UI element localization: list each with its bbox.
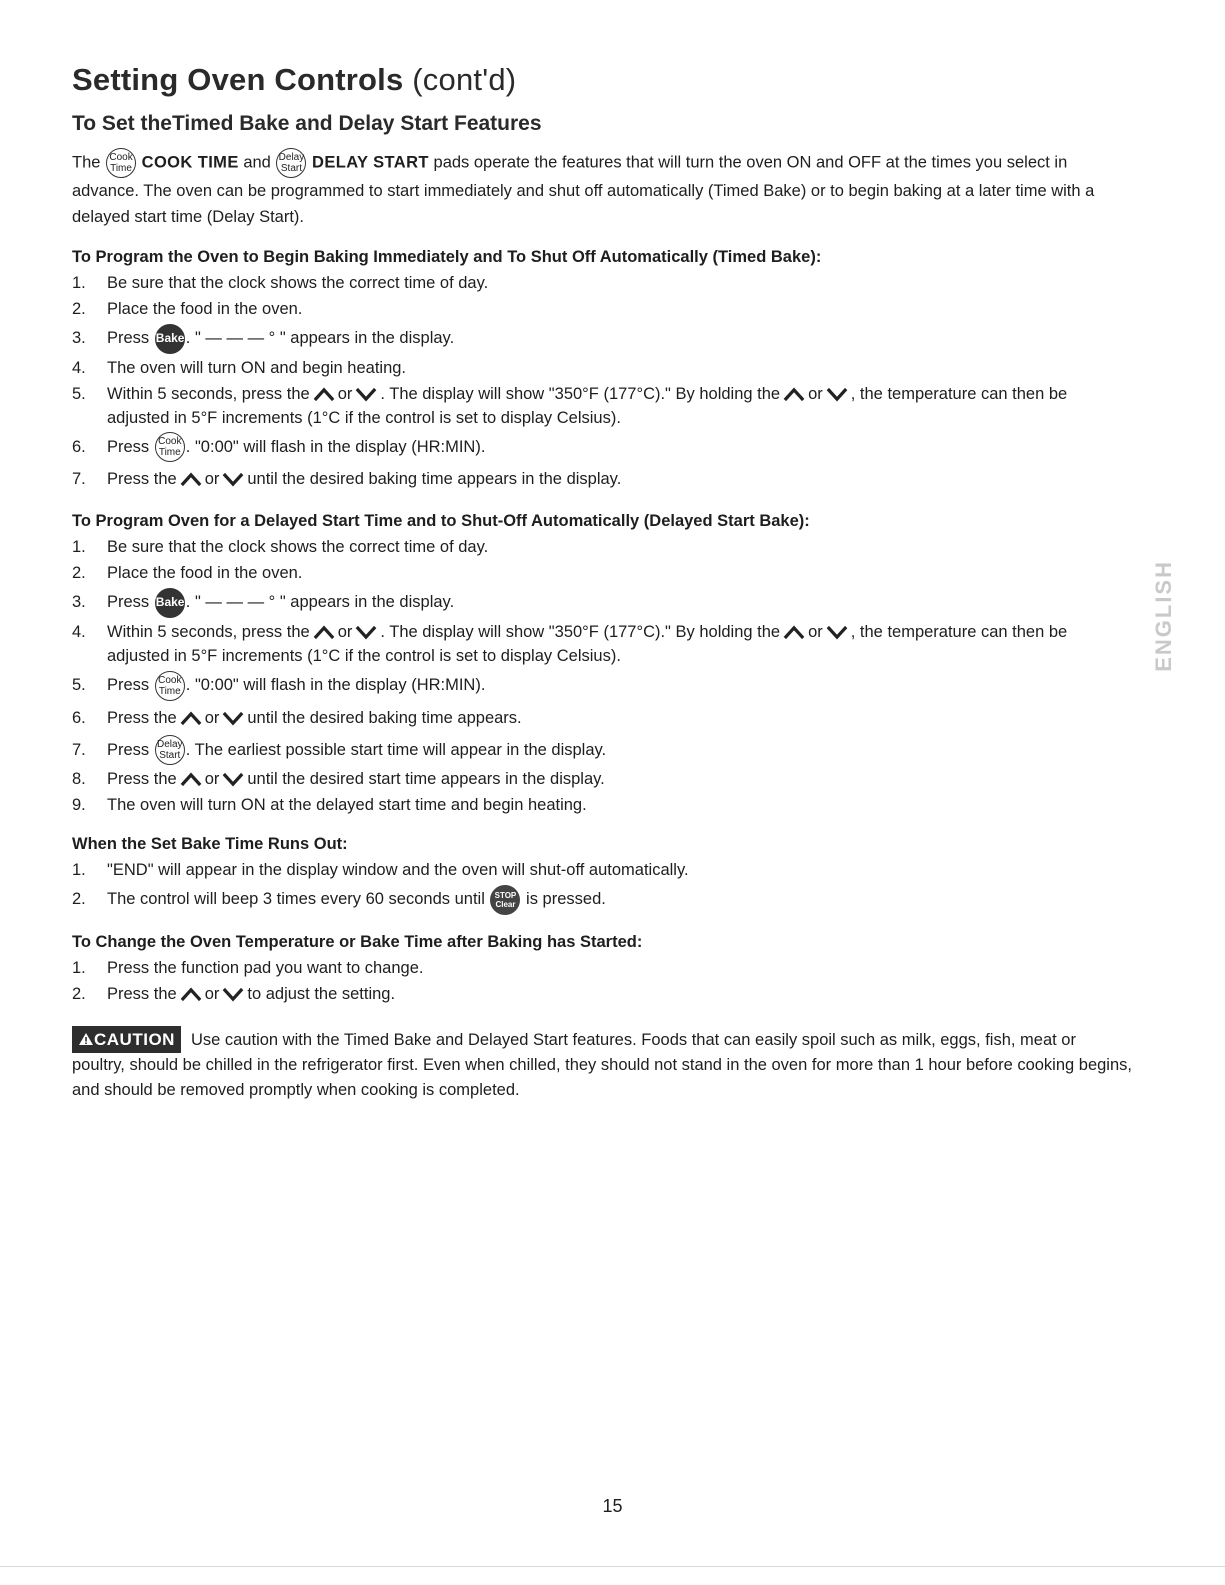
title-paren: (cont'd) bbox=[412, 62, 517, 97]
list-item: 2. The control will beep 3 times every 60 seconds until STOP Clear is pressed. bbox=[72, 884, 1132, 915]
bake-pad-icon: Bake bbox=[155, 588, 185, 618]
manual-page bbox=[72, 62, 1132, 1103]
up-arrow-icon bbox=[783, 387, 805, 402]
list-item: 2. Place the food in the oven. bbox=[72, 300, 303, 318]
title-main: Setting Oven Controls bbox=[72, 62, 404, 97]
timed-bake-heading: To Program the Oven to Begin Baking Immediately and To Shut Off Automatically (Timed Bake): bbox=[72, 248, 822, 266]
up-arrow-icon bbox=[783, 625, 805, 640]
language-side-tab: ENGLISH bbox=[1151, 560, 1176, 672]
down-arrow-icon bbox=[826, 625, 848, 640]
cook-time-pad-icon: Cook Time bbox=[155, 671, 185, 701]
list-item: 8. Press the or until the desired start time appears in the display. bbox=[72, 770, 605, 789]
list-item: 2. Press the or to adjust the setting. bbox=[72, 984, 396, 1003]
list-item: 6. Press Cook Time . "0:00" will flash in the display (HR:MIN). bbox=[72, 432, 1132, 463]
caution-paragraph bbox=[72, 1026, 1132, 1103]
caution-badge: CAUTION bbox=[72, 1026, 181, 1053]
intro-the: The bbox=[72, 153, 101, 172]
change-steps bbox=[72, 956, 1132, 1006]
time-runs-out-steps bbox=[72, 858, 1132, 915]
list-item: 4. The oven will turn ON and begin heating. bbox=[72, 358, 407, 377]
intro-rest: pads operate the features that will turn the oven ON and OFF at the times you select in advance. The oven can be programmed to start immediately and shut off automatically (Timed Bake) or to begin baking at a later time with a delayed start time (Delay Start). bbox=[72, 153, 1095, 226]
bake-pad-icon: Bake bbox=[155, 324, 185, 354]
down-arrow-icon bbox=[355, 625, 377, 640]
list-item: 1. "END" will appear in the display window and the oven will shut-off automatically. bbox=[72, 861, 689, 880]
list-item: 7. Press the or until the desired baking time appears in the display. bbox=[72, 470, 622, 489]
intro-paragraph bbox=[72, 148, 1132, 230]
list-item: 6. Press the or until the desired baking time appears. bbox=[72, 708, 522, 727]
intro-and: and bbox=[243, 153, 271, 172]
list-item: 3. Press Bake. " — — — ° " appears in the display. bbox=[72, 323, 1132, 354]
down-arrow-icon bbox=[222, 711, 244, 726]
stop-clear-pad-icon: STOP Clear bbox=[490, 885, 520, 915]
change-heading: To Change the Oven Temperature or Bake Time after Baking has Started: bbox=[72, 932, 643, 951]
list-item: 9. The oven will turn ON at the delayed start time and begin heating. bbox=[72, 796, 587, 815]
delay-start-pad-icon: Delay Start bbox=[155, 735, 185, 765]
list-item: 2. Place the food in the oven. bbox=[72, 564, 303, 583]
up-arrow-icon bbox=[180, 987, 202, 1002]
bottom-divider bbox=[0, 1566, 1225, 1567]
page-title bbox=[72, 62, 1132, 98]
cook-time-pad-icon: Cook Time bbox=[106, 148, 136, 178]
down-arrow-icon bbox=[826, 387, 848, 402]
list-item: 7. Press Delay Start . The earliest possible start time will appear in the display. bbox=[72, 735, 1132, 766]
down-arrow-icon bbox=[355, 387, 377, 402]
list-item: 1. Press the function pad you want to change. bbox=[72, 958, 424, 977]
down-arrow-icon bbox=[222, 472, 244, 487]
delay-start-pad-icon: Delay Start bbox=[276, 148, 306, 178]
caution-text: Use caution with the Timed Bake and Delayed Start features. Foods that can easily spoil such as milk, eggs, fish, meat or poultry, should be chilled in the refrigerator first. Even when chilled, they should not stand in the oven for more than 1 hour before cooking begins, and should be removed promptly when cooking is completed. bbox=[72, 1030, 1132, 1099]
up-arrow-icon bbox=[180, 472, 202, 487]
list-item: 3. Press Bake. " — — — ° " appears in the display. bbox=[72, 587, 1132, 618]
section-title: To Set theTimed Bake and Delay Start Features bbox=[72, 112, 542, 135]
down-arrow-icon bbox=[222, 772, 244, 787]
page-number: 15 bbox=[602, 1496, 623, 1516]
list-item: 1. Be sure that the clock shows the correct time of day. bbox=[72, 274, 489, 292]
delayed-bake-heading: To Program Oven for a Delayed Start Time and to Shut-Off Automatically (Delayed Start Bake): bbox=[72, 512, 810, 531]
list-item: 4. Within 5 seconds, press the or . The display will show "350°F (177°C)." By holding the or , the temperature can then be adjusted in 5°F increments (1°C if the control is set to display Celsius). bbox=[72, 622, 1068, 665]
list-item: 5. Within 5 seconds, press the or . The display will show "350°F (177°C)." By holding the or , the temperature can then be adjusted in 5°F increments (1°C if the control is set to display Celsius). bbox=[72, 384, 1068, 427]
intro-cook-time: COOK TIME bbox=[141, 153, 239, 172]
up-arrow-icon bbox=[313, 625, 335, 640]
up-arrow-icon bbox=[180, 772, 202, 787]
list-item: 5. Press Cook Time . "0:00" will flash in the display (HR:MIN). bbox=[72, 670, 1132, 701]
warning-icon bbox=[78, 1032, 94, 1046]
intro-delay-start: DELAY START bbox=[312, 153, 429, 172]
down-arrow-icon bbox=[222, 987, 244, 1002]
time-runs-out-heading: When the Set Bake Time Runs Out: bbox=[72, 835, 348, 854]
cook-time-pad-icon: Cook Time bbox=[155, 432, 185, 462]
delayed-bake-steps bbox=[72, 535, 1132, 817]
list-item: 1. Be sure that the clock shows the correct time of day. bbox=[72, 538, 489, 557]
up-arrow-icon bbox=[313, 387, 335, 402]
up-arrow-icon bbox=[180, 711, 202, 726]
timed-bake-steps bbox=[72, 271, 1132, 494]
